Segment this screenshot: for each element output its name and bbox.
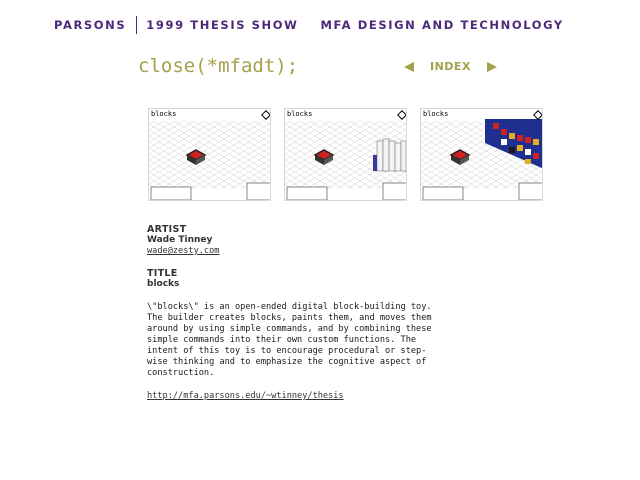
project-details [147, 224, 447, 402]
project-description: \"blocks\" is an open-ended digital block-building toy. The builder creates blocks, paints them, and moves them around by using simple commands, and by combining these simple commands into their own custom functions. The intent of this toy is to encourage procedural or step-wise thinking and to emphasize the cognitive aspect of construction. [147, 302, 432, 378]
previous-arrow-icon[interactable] [404, 62, 414, 72]
top-navigation [54, 16, 564, 34]
isometric-grid-image [285, 109, 407, 201]
artist-email-link[interactable]: wade@zesty.com [147, 246, 220, 256]
title-value: blocks [147, 279, 180, 289]
screenshot-thumbnails [148, 108, 543, 201]
nav-parsons[interactable]: PARSONS [54, 18, 127, 32]
next-arrow-icon[interactable] [487, 62, 497, 72]
nav-mfa-design-technology[interactable]: MFA DESIGN AND TECHNOLOGY [320, 18, 564, 32]
thumbnail-label: blocks [287, 110, 313, 118]
thumbnail-1[interactable] [148, 108, 271, 201]
project-url-link[interactable]: http://mfa.parsons.edu/~wtinney/thesis [147, 391, 344, 401]
brand-title: close(*mfadt); [138, 55, 299, 77]
thumbnail-2[interactable] [284, 108, 407, 201]
nav-thesis-show[interactable]: 1999 THESIS SHOW [146, 18, 299, 32]
index-navigation [404, 60, 497, 73]
thumbnail-3[interactable] [420, 108, 543, 201]
index-link[interactable]: INDEX [430, 60, 471, 73]
title-heading: TITLE [147, 268, 178, 279]
isometric-grid-image [421, 109, 543, 201]
nav-divider [136, 16, 137, 34]
isometric-grid-image [149, 109, 271, 201]
thumbnail-label: blocks [423, 110, 449, 118]
thumbnail-label: blocks [151, 110, 177, 118]
artist-name: Wade Tinney [147, 235, 213, 245]
artist-heading: ARTIST [147, 224, 187, 235]
